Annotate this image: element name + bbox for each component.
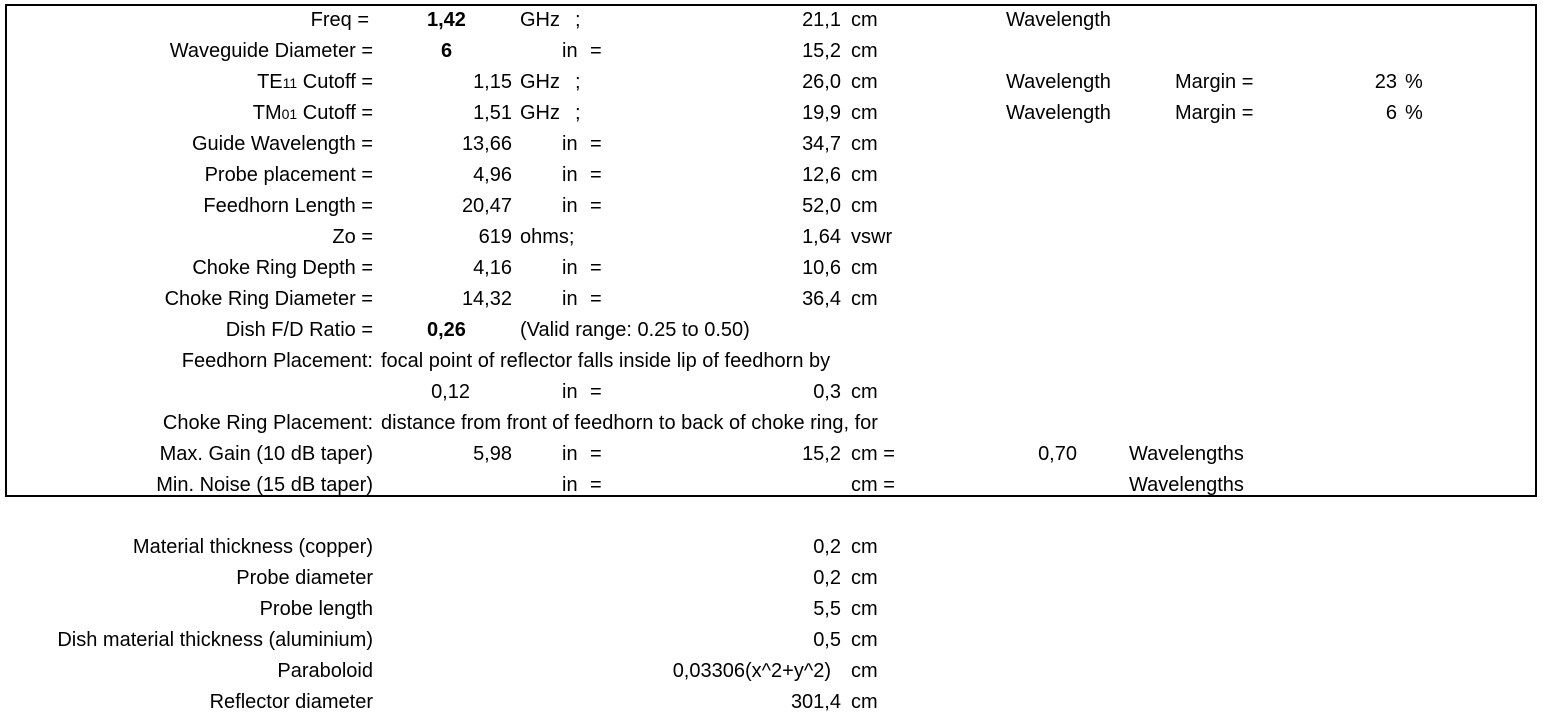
- te11-cutoff-sep: ;: [575, 71, 581, 93]
- feedhorn-length-metric: 52,0: [802, 195, 841, 217]
- waveguide-diameter-value[interactable]: 6: [441, 40, 453, 62]
- dish-material-thickness-unit: cm: [851, 629, 878, 651]
- choke-ring-diameter-label: Choke Ring Diameter =: [164, 288, 373, 310]
- tm01-cutoff-unit: GHz: [520, 102, 560, 124]
- choke-ring-diameter-metric-unit: cm: [851, 288, 878, 310]
- reflector-diameter-label: Reflector diameter: [209, 691, 373, 713]
- zo-metric-unit: vswr: [851, 226, 893, 248]
- feedhorn-placement-unit: in: [562, 381, 578, 403]
- guide-wavelength-sep: =: [590, 133, 602, 155]
- freq-metric: 21,1: [802, 9, 841, 31]
- paraboloid-unit: cm: [851, 660, 878, 682]
- te11-cutoff-metric: 26,0: [802, 71, 841, 93]
- reflector-diameter-metric: 301,4: [790, 691, 841, 713]
- choke-ring-placement-note: distance from front of feedhorn to back of choke ring, for: [381, 412, 878, 434]
- choke-ring-diameter-metric: 36,4: [802, 288, 841, 310]
- tm01-cutoff-metric: 19,9: [802, 102, 841, 124]
- feedhorn-placement-metric-unit: cm: [851, 381, 878, 403]
- min-noise-sep: =: [590, 474, 602, 496]
- feedhorn-length-value: 20,47: [461, 195, 512, 217]
- probe-placement-metric: 12,6: [802, 164, 841, 186]
- probe-length-metric: 5,5: [813, 598, 841, 620]
- waveguide-diameter-metric-unit: cm: [851, 40, 878, 62]
- max-gain-sep: =: [590, 443, 602, 465]
- feedhorn-length-sep: =: [590, 195, 602, 217]
- material-thickness-label: Material thickness (copper): [132, 536, 373, 558]
- te11-cutoff-extra: Wavelength: [1006, 71, 1111, 93]
- feedhorn-length-label: Feedhorn Length =: [203, 195, 373, 217]
- choke-ring-depth-metric: 10,6: [802, 257, 841, 279]
- waveguide-diameter-metric: 15,2: [802, 40, 841, 62]
- material-thickness-unit: cm: [851, 536, 878, 558]
- te11-cutoff-metric-unit: cm: [851, 71, 878, 93]
- freq-unit: GHz: [520, 9, 560, 31]
- feedhorn-placement-note: focal point of reflector falls inside lip of feedhorn by: [381, 350, 831, 372]
- freq-sep: ;: [575, 9, 581, 31]
- probe-length-unit: cm: [851, 598, 878, 620]
- probe-placement-label: Probe placement =: [204, 164, 373, 186]
- zo-value: 619: [478, 226, 512, 248]
- guide-wavelength-value: 13,66: [461, 133, 512, 155]
- probe-length-label: Probe length: [259, 598, 373, 620]
- probe-placement-metric-unit: cm: [851, 164, 878, 186]
- guide-wavelength-unit: in: [562, 133, 578, 155]
- waveguide-diameter-sep: =: [590, 40, 602, 62]
- freq-label: Freq =: [310, 9, 369, 31]
- choke-ring-diameter-sep: =: [590, 288, 602, 310]
- min-noise-metric-unit: cm =: [851, 474, 895, 496]
- max-gain-metric: 15,2: [802, 443, 841, 465]
- max-gain-unit: in: [562, 443, 578, 465]
- choke-ring-diameter-value: 14,32: [461, 288, 512, 310]
- freq-metric-unit: cm: [851, 9, 878, 31]
- feedhorn-placement-metric: 0,3: [813, 381, 841, 403]
- choke-ring-placement-label: Choke Ring Placement:: [162, 412, 373, 434]
- tm01-cutoff-value: 1,51: [473, 102, 512, 124]
- probe-placement-unit: in: [562, 164, 578, 186]
- dish-fd-ratio-value[interactable]: 0,26: [427, 319, 466, 341]
- max-gain-wl-label: Wavelengths: [1129, 443, 1244, 465]
- max-gain-metric-unit: cm =: [851, 443, 895, 465]
- te11-margin-label: Margin =: [1175, 71, 1254, 93]
- tm01-margin-unit: %: [1405, 102, 1423, 124]
- paraboloid-label: Paraboloid: [277, 660, 373, 682]
- te11-cutoff-label: TE11 Cutoff =: [257, 71, 373, 93]
- choke-ring-depth-unit: in: [562, 257, 578, 279]
- feedhorn-length-unit: in: [562, 195, 578, 217]
- zo-label: Zo =: [332, 226, 373, 248]
- reflector-diameter-unit: cm: [851, 691, 878, 713]
- dish-material-thickness-label: Dish material thickness (aluminium): [57, 629, 373, 651]
- choke-ring-depth-value: 4,16: [473, 257, 512, 279]
- tm01-cutoff-label: TM01 Cutoff =: [252, 102, 373, 124]
- tm01-margin-label: Margin =: [1175, 102, 1254, 124]
- guide-wavelength-metric-unit: cm: [851, 133, 878, 155]
- max-gain-wl-value: 0,70: [1038, 443, 1077, 465]
- choke-ring-diameter-unit: in: [562, 288, 578, 310]
- paraboloid-metric: 0,03306(x^2+y^2): [672, 660, 831, 682]
- dish-material-thickness-metric: 0,5: [813, 629, 841, 651]
- choke-ring-depth-label: Choke Ring Depth =: [192, 257, 373, 279]
- min-noise-unit: in: [562, 474, 578, 496]
- tm01-cutoff-sep: ;: [575, 102, 581, 124]
- min-noise-wl-label: Wavelengths: [1129, 474, 1244, 496]
- tm01-margin-value: 6: [1385, 102, 1397, 124]
- min-noise-label: Min. Noise (15 dB taper): [156, 474, 373, 496]
- feedhorn-length-metric-unit: cm: [851, 195, 878, 217]
- probe-diameter-label: Probe diameter: [236, 567, 373, 589]
- dish-fd-ratio-label: Dish F/D Ratio =: [225, 319, 373, 341]
- tm01-cutoff-extra: Wavelength: [1006, 102, 1111, 124]
- waveguide-diameter-unit: in: [562, 40, 578, 62]
- feedhorn-placement-label: Feedhorn Placement:: [181, 350, 373, 372]
- feedhorn-placement-value: 0,12: [431, 381, 470, 403]
- max-gain-value: 5,98: [473, 443, 512, 465]
- tm01-cutoff-metric-unit: cm: [851, 102, 878, 124]
- probe-placement-sep: =: [590, 164, 602, 186]
- feedhorn-placement-sep: =: [590, 381, 602, 403]
- choke-ring-depth-metric-unit: cm: [851, 257, 878, 279]
- max-gain-label: Max. Gain (10 dB taper): [159, 443, 373, 465]
- freq-value[interactable]: 1,42: [427, 9, 466, 31]
- probe-diameter-metric: 0,2: [813, 567, 841, 589]
- probe-diameter-unit: cm: [851, 567, 878, 589]
- te11-margin-value: 23: [1374, 71, 1397, 93]
- waveguide-diameter-label: Waveguide Diameter =: [169, 40, 373, 62]
- guide-wavelength-metric: 34,7: [802, 133, 841, 155]
- freq-extra: Wavelength: [1006, 9, 1111, 31]
- te11-cutoff-value: 1,15: [473, 71, 512, 93]
- zo-unit: ohms;: [520, 226, 575, 248]
- dish-fd-ratio-note: (Valid range: 0.25 to 0.50): [520, 319, 750, 341]
- te11-cutoff-unit: GHz: [520, 71, 560, 93]
- guide-wavelength-label: Guide Wavelength =: [191, 133, 373, 155]
- choke-ring-depth-sep: =: [590, 257, 602, 279]
- material-thickness-metric: 0,2: [813, 536, 841, 558]
- te11-margin-unit: %: [1405, 71, 1423, 93]
- probe-placement-value: 4,96: [473, 164, 512, 186]
- zo-metric: 1,64: [802, 226, 841, 248]
